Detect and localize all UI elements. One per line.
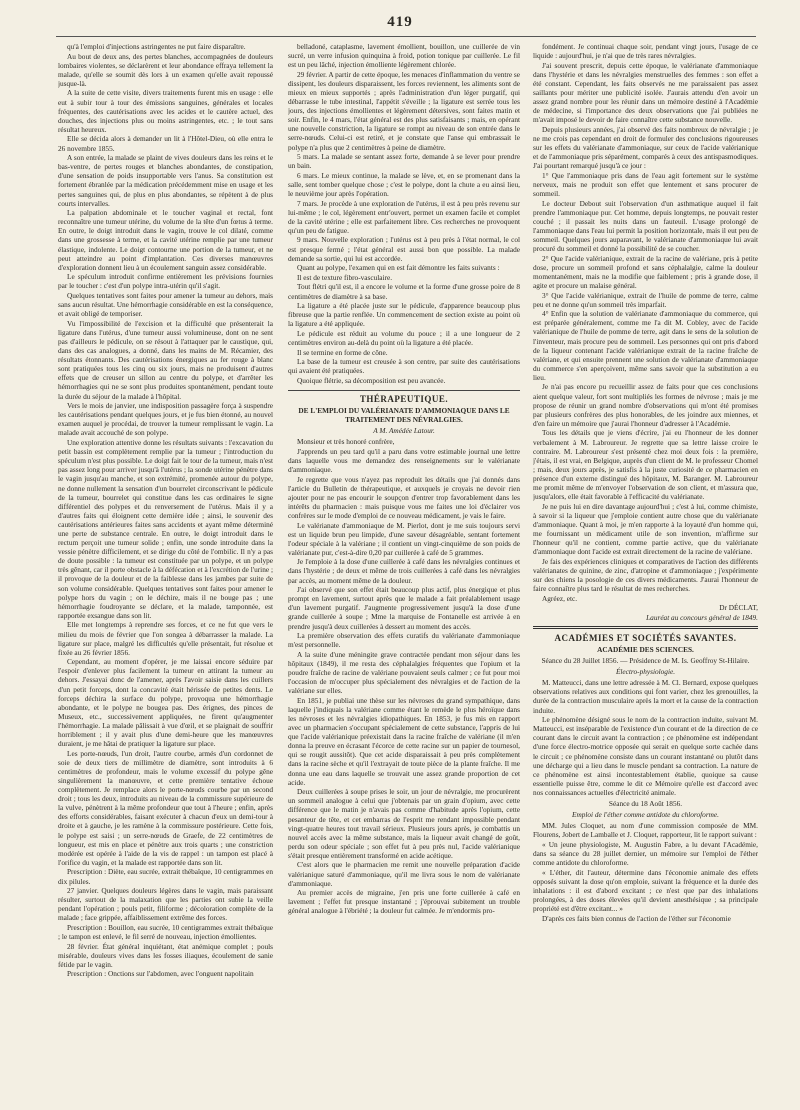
paragraph: Quoique flétrie, sa décomposition est peu avancée. — [297, 375, 446, 385]
paragraph: Agréez, etc. — [542, 593, 578, 603]
section-divider — [533, 626, 758, 629]
academies-title: ACADÉMIES ET SOCIÉTÉS SAVANTES. — [554, 632, 737, 643]
column-middle — [288, 42, 520, 1092]
paragraph: Il se termine en forme de cône. — [297, 347, 388, 357]
column-right — [533, 42, 758, 1092]
paragraph: 3° Que l'acide valérianique, extrait de l'huile de pomme de terre, calme peu et ne donne qu'un sommeil très imparfait. — [533, 290, 758, 309]
paragraph: Il est de texture fibro-vasculaire. — [297, 272, 393, 282]
paragraph: Prescription : Onctions sur l'abdomen, avec l'onguent napolitain — [67, 969, 254, 979]
paragraph: belladoné, cataplasme, lavement émollient, bouillon, une cuillerée de vin sucré, un verre infusion quinquina à froid, potion tonique par cuillerée. Le fil est un peu lâché, injection émolliente légèrement chlorée. — [288, 42, 520, 70]
article-author: A M. Amédée Latour. — [373, 426, 435, 436]
paragraph: Je n'ai pas encore pu recueillir assez de faits pour que ces conclusions aient quelque valeur, fort sont multipliés les formes de névrose ; mais je me propose de réunir un grand nombre d'observations qui m'ont été promises par plusieurs confrères des plus honorables, de les joindre aux miennes, et d'en faire un mémoire que j'aurai l'honneur d'adresser à l'Académie. — [533, 382, 758, 428]
academy-subtitle: ACADÉMIE DES SCIENCES. — [597, 645, 694, 654]
paragraph: Je ne puis lui en dire davantage aujourd'hui ; c'est à lui, comme chimiste, à savoir si la liqueur que j'emploie contient autre chose que du valérianate d'ammoniaque. Quant à moi, je m'en rapporte à la loyauté d'un homme qui, me fournissant un médicament utile de son invention, m'affirme sur l'honneur qu'il ne contient, comme partie active, que du valérianate d'ammoniaque dont l'acide est extrait directement de la racine de valériane. — [533, 501, 758, 557]
session-1-topic: Électro-physiologie. — [615, 667, 676, 677]
paragraph: Au premier accès de migraine, j'en pris une forte cuillerée à café en lavement ; l'effet fut presque instantané ; j'éprouvai subitement un trouble général analogue à l'ébriété ; la douleur fut calmée. Je m'endormis pro- — [288, 888, 520, 916]
session-1-heading: Séance du 28 Juillet 1856. — Présidence de M. Is. Geoffroy St-Hilaire. — [541, 656, 750, 666]
paragraph: Quelques tentatives sont faites pour amener la tumeur au dehors, mais sans aucun résultat. Une hémorrhagie considérable en est la conséquence, et avait obligé de temporiser. — [58, 291, 273, 319]
paragraph: 9 mars. Nouvelle exploration ; l'utérus est à peu près à l'état normal, le col est presque fermé ; l'état général est aussi bon que possible. La malade demande sa sortie, qui lui est accordée. — [288, 235, 520, 263]
paragraph: 4° Enfin que la solution de valérianate d'ammoniaque du commerce, qui est préparée généralement, comme me l'a dit M. Cobley, avec de l'acide valérianique de l'huile de pomme de terre, agit dans le sens de la solution de l'inventeur, mais procure peu de sommeil. Les personnes qui ont pris d'abord de la liqueur contenant l'acide valérianique extrait de la racine fraîche de valériane, et qui ensuite prennent une solution de valérianate d'ammoniaque du commerce s'en aperçoivent, même sans savoir que la substitution a eu lieu. — [533, 309, 758, 382]
paragraph: C'est alors que le pharmacien me remit une nouvelle préparation d'acide valérianique saturé d'ammoniaque, qu'il me livra sous le nom de valérianate d'ammoniaque. — [288, 860, 520, 888]
paragraph: 27 janvier. Quelques douleurs légères dans le vagin, mais paraissant résulter, surtout de la malaxation que les parties ont subie la veille pendant l'opération ; pouls petit, filiforme ; décoloration complète de la malade ; face grippée, affaiblissement extrême des forces. — [58, 886, 273, 923]
paragraph: J'apprends un peu tard qu'il a paru dans votre estimable journal une lettre dans laquelle vous me demandez des renseignements sur le valérianate d'ammoniaque. — [288, 446, 520, 474]
paragraph: Je l'emploie à la dose d'une cuillerée à café dans les névralgies continues et dans l'hystérie ; de deux et même de trois cuillerées à café dans les névralgies par accès, au moment même de la douleur. — [288, 557, 520, 585]
paragraph: 28 février. État général inquiétant, état anémique complet ; pouls misérable, douleurs vives dans les fosses iliaques, écoulement de sanie fétide par le vagin. — [58, 941, 273, 969]
paragraph: qu'à l'emploi d'injections astringentes ne put faire disparaître. — [67, 42, 246, 51]
paragraph: La palpation abdominale et le toucher vaginal et rectal, font reconnaître une tumeur utérine, du volume de la tête d'un fœtus à terme. En outre, le doigt introduit dans le vagin, trouve le col dilaté, comme dans une grossesse à terme, et la cavité utérine remplie par une tumeur élastique, indolente. Le doigt contourne une portion de la tumeur, et ne peut atteindre au point d'implantation. Ces diverses manœuvres d'exploration donnent lieu à un écoulement sanguin assez considérable. — [58, 208, 273, 272]
header-rule — [56, 36, 756, 37]
session-2-topic: Emploi de l'éther comme antidote du chloroforme. — [572, 810, 719, 820]
paragraph: Prescription : Diète, eau sucrée, extrait thébaïque, 10 centigrammes en dix pilules. — [58, 867, 273, 886]
letter-continuation — [533, 42, 758, 603]
paragraph: La première observation des effets curatifs du valérianate d'ammoniaque m'est personnelle. — [288, 631, 520, 650]
article-title: DE L'EMPLOI DU VALÉRIANATE D'AMMONIAQUE DANS LE TRAITEMENT DES NÉVRALGIES. — [298, 406, 510, 425]
session-1-body — [533, 678, 758, 797]
paragraph: Tout flétri qu'il est, il a encore le volume et la forme d'une grosse poire de 8 centimètres de diamètre à sa base. — [288, 282, 520, 301]
case-report-continuation — [288, 42, 520, 385]
paragraph: Les porte-nœuds, l'un droit, l'autre courbe, armés d'un cordonnet de soie de deux tiers de millimètre de diamètre, sont introduits à 6 centimètres de profondeur, mais le volume excessif du polype gêne singulièrement la manœuvre, et cette première tentative échoue complètement. Je remplace alors le porte-nœuds courbe par un second droit ; tous les deux, introduits au niveau de la commissure supérieure de la vulve, pénètrent à la même profondeur que tout à l'heure ; enfin, après des efforts considérables, faisant exécuter à chacun d'eux un demi-tour à droite et à gauche, je les ramène à la commissure postérieure. Cette fois, le polype est saisi ; un serre-nœuds de Graefe, de 22 centimètres de longueur, est mis en place et pénètre aux trois quarts ; une constriction modérée est opérée à l'aide de la vis de rappel : un tampon est placé à l'orifice du vagin, et la malade est rapportée dans son lit. — [58, 748, 273, 867]
paragraph: A la suite de cette visite, divers traitements furent mis en usage : elle eut à subir tour à tour des émissions sanguines, générales et locales fréquentes, des cautérisations avec les acides et le cautère actuel, des douches, des injections plus ou moins astringentes, etc. ; le tout sans résultat heureux. — [58, 88, 273, 134]
letter-body — [288, 437, 520, 915]
paragraph: « L'éther, dit l'auteur, détermine dans l'économie animale des effets opposés suivant la dose qu'on emploie, suivant la fréquence et la durée des inhalations : il est d'abord excitant ; ce n'est que par des inhalations prolongées, à des doses élevées qu'il devient anesthésique ; sa principale propriété est d'être excitant... » — [533, 867, 758, 914]
paragraph: MM. Jules Cloquet, au nom d'une commission composée de MM. Flourens, Jobert de Lamballe et J. Cloquet, rapporteur, lit le rapport suivant : — [533, 821, 758, 840]
paragraph: J'ai observé que son effet était beaucoup plus actif, plus énergique et plus prompt en lavement, surtout après que le malade a fait préalablement usage d'un lavement purgatif. J'augmente progressivement jusqu'à la dose d'une grande cuillerée à soupe ; Mme la marquise de Fontanelle est arrivée à en prendre jusqu'à deux cuillerées à dessert au moment des accès. — [288, 585, 520, 631]
paragraph: Cependant, au moment d'opérer, je me laissai encore séduire par l'espoir d'enlever plus facilement la tumeur en attirant la tumeur au dehors. J'essayai donc de l'amener, après l'avoir saisie dans les cuillers d'un petit forceps, dont la concavité était hérissée de petites dents. Le forceps déchira la surface du polype, provoqua une hémorrhagie abondante, et le polype ne bougea pas. Des érignes, des pinces de Museux, etc., successivement appliquées, ne firent qu'augmenter l'hémorrhagie. La malade pâlissait à vue d'œil, et se plaignait de souffrir horriblement ; il y avait plus d'une demi-heure que les manœuvres duraient, je me hâtai de pratiquer la ligature sur place. — [58, 657, 273, 749]
paragraph: D'après ces faits bien connus de l'action de l'éther sur l'économie — [542, 913, 731, 923]
paragraph: 5 mars. La malade se sentant assez forte, demande à se lever pour prendre un bain. — [288, 152, 520, 171]
signature-name: Dr DÉCLAT, — [719, 603, 758, 613]
paragraph: 1° Que l'ammoniaque pris dans de l'eau agit fortement sur le système nerveux, mais ne produit son effet que lentement et sans procurer de sommeil. — [533, 170, 758, 198]
paragraph: Monsieur et très honoré confrère, — [297, 437, 395, 447]
paragraph: Elle met longtemps à reprendre ses forces, et ce ne fut que vers le milieu du mois de février que l'on songea à débarrasser la malade. La ligature sur place, malgré les difficultés qu'elle présentait, fut résolue et fixée au 26 février 1856. — [58, 620, 273, 657]
paragraph: J'ai souvent prescrit, depuis cette époque, le valérianate d'ammoniaque dans l'hystérie et dans les névralgies menstruelles des femmes : son effet a été constant. Cependant, les faits observés ne me paraissaient pas assez saillants pour mériter une publicité isolée. J'aurais attendu d'en avoir un assez grand nombre pour les réunir dans un mémoire destiné à l'Académie de médecine, si l'importance des deux observations que j'ai publiées ne m'avait imposé le devoir de faire connaître cette substance nouvelle. — [533, 60, 758, 125]
paragraph: Je fais des expériences cliniques et comparatives de l'action des différents valérianates de quinine, de zinc, d'atropine et d'ammoniaque ; j'expérimente sur des chiens la posologie de ces divers médicaments. J'aurai l'honneur de faire connaître plus tard le résultat de mes recherches. — [533, 556, 758, 594]
paragraph: Depuis plusieurs années, j'ai observé des faits nombreux de névralgie ; je ne me crois pas cependant en droit de formuler des conclusions rigoureuses sur les effets du valérianate d'ammoniaque, sur ceux de l'acide valérianique et de l'ammoniaque pris séparément, comparés à ceux des antispasmodiques. J'ai pourtant remarqué jusqu'à ce jour : — [533, 124, 758, 171]
section-title-therapeutique: THÉRAPEUTIQUE. — [288, 390, 520, 404]
paragraph: Tous les détails que je viens d'écrire, j'ai eu l'honneur de les donner verbalement à M. Labroureur. Je regrette que sa lettre laisse croire le contraire. M. Labroureur s'est présenté chez moi deux fois : la première, j'étais, il est vrai, en Belgique, auprès d'un client de M. le professeur Chomel ; mais, deux jours après, je satisfis à la juste curiosité de ce pharmacien en présence d'un externe distingué des hôpitaux, M. Baranger. M. Labroureur me promit même de m'envoyer l'observation de son client, et m'assura que, jusqu'alors, elle était favorable à l'efficacité du valérianate. — [533, 428, 758, 502]
column-left — [58, 42, 273, 1092]
paragraph: Elle se décida alors à demander un lit à l'Hôtel-Dieu, où elle entra le 26 novembre 1855. — [58, 134, 273, 153]
session-2-heading: Séance du 18 Août 1856. — [608, 799, 683, 808]
paragraph: Vu l'impossibilité de l'excision et la difficulté que présenterait la ligature dans l'utérus, d'une tumeur aussi volumineuse, dont on ne sent pas d'ailleurs le pédicule, on se résout à l'attaquer par le caustique, qui, dans des cas analogues, a donné, dans les mains de M. Récamier, des résultats étonnants. Des cautérisations énergiques au fer rouge à blanc sont pratiquées tous les cinq ou six jours, mais ne produisent d'autres effets que de creuser un sillon au centre du polype, et d'arrêter les hémorrhagies qui ne se sont plus produites spontanément, pendant toute la durée du séjour de la malade à l'hôpital. — [58, 318, 273, 401]
paragraph: « Un jeune physiologiste, M. Augustin Fabre, a lu devant l'Académie, dans sa séance du 28 juillet dernier, un mémoire sur l'emploi de l'éther comme antidote du chloroforme. — [533, 839, 758, 868]
paragraph: Vers le mois de janvier, une indisposition passagère força à suspendre les cautérisations pendant quelques jours, et je fus bien étonné, au nouvel examen auquel je procédai, de trouver la tumeur remplissant le vagin. La malade avait accouché de son polype. — [58, 401, 273, 438]
paragraph: Une exploration attentive donne les résultats suivants : l'excavation du petit bassin est complètement remplie par la tumeur ; l'introduction du spéculum n'est plus possible. Le doigt fait le tour de la tumeur, mais n'est pas assez long pour arriver jusqu'à l'utérus ; la sonde utérine pénètre dans le vagin jusqu'au manche, et son extrémité, promenée autour du polype, ne donne nullement la sensation d'un bourrelet circonscrivant le pédicule de la tumeur, bourrelet qui constitue dans les cas ordinaires le signe différentiel des polypes et du renversement de l'utérus. Mais il y a d'autres faits qui éloignent cette dernière idée ; ainsi, le souvenir des cautérisations antérieures faites sans accidents et ayant même déterminé une perte de substance centrale. En outre, le doigt introduit dans le rectum perçoit une tumeur solide ; enfin, une sonde introduite dans la vessie pénètre difficilement, et se dirige du côté de l'ombilic. Il n'y a pas de doute possible : la tumeur est constituée par un polype, et un polype très gênant, car il porte obstacle à la défécation et à l'excrétion de l'urine ; il provoque de la douleur et de la faiblesse dans les jambes par suite de son volume considérable. Quelques tentatives sont faites pour amener le polype hors du vagin ; on le déchire, mais il ne bouge pas ; une hémorrhagie foudroyante se déclare, et la malade, tamponnée, est rapportée exsangue dans son lit. — [58, 438, 273, 620]
paragraph: M. Matteucci, dans une lettre adressée à M. Cl. Bernard, expose quelques observations relatives aux conditions qui font varier, chez les grenouilles, la durée de la contraction musculaire après la mort et la cause de la contraction induite. — [533, 678, 758, 715]
paragraph: Je regrette que vous n'ayez pas reproduit les détails que j'ai donnés dans l'article du Bulletin de thérapeutique, et auxquels je croyais ne devoir rien ajouter pour ne pas encourir le soupçon d'entrer trop favorablement dans les intérêts du pharmacien : mais puisque vous me faites une loi d'éclairer vos confrères sur le mode d'emploi de ce nouveau médicament, je vais le faire. — [288, 474, 520, 520]
paragraph: 6 mars. Le mieux continue, la malade se lève, et, en se promenant dans la salle, sent tomber quelque chose ; c'est le polype, dont la chute a eu ainsi lieu, le neuvième jour après l'opération. — [288, 170, 520, 198]
session-2-body — [533, 821, 758, 923]
paragraph: fondément. Je continuai chaque soir, pendant vingt jours, l'usage de ce liquide : aujourd'hui, je n'ai que de très rares névralgies. — [533, 42, 758, 61]
paragraph: Le valérianate d'ammoniaque de M. Pierlot, dont je me suis toujours servi est un liquide brun peu limpide, d'une saveur désagréable, sentant fortement l'odeur spéciale à la valériane ; il contient un vingt-cinquième de son poids de valérianate pur, c'est-à-dire 0,20 par cuillerée à café de 5 grammes. — [288, 520, 520, 557]
paragraph: Au bout de deux ans, des pertes blanches, accompagnées de douleurs lombaires violentes, se déclarèrent et leur abondance effraya tellement la malade, qu'elle se soumit dès lors à un examen qu'elle avait repoussé jusque-là. — [58, 51, 273, 88]
paragraph: Deux cuillerées à soupe prises le soir, un jour de névralgie, me procurèrent un sommeil analogue à celui que j'obtenais par un grain d'opium, avec cette différence que le matin je n'avais pas comme d'habitude après l'opium, cette pesanteur de tête, et cet embarras de l'esprit me rendant impossible pendant vingt-quatre heures tout travail sérieux. Plusieurs jours après, je combattis un nouvel accès avec la même substance, mais la liqueur avait changé de goût, perdu son odeur spéciale ; son effet fut à peu près nul, l'acide valérianique s'était presque entièrement transformé en acide acétique. — [288, 787, 520, 860]
page-number: 419 — [387, 14, 413, 30]
paragraph: 29 février. A partir de cette époque, les menaces d'inflammation du ventre se dissipent, les douleurs disparaissent, les forces reviennent, les aliments sont de mieux en mieux supportés ; après l'administration d'un léger purgatif, qui débarrasse le tube intestinal, l'appétit s'éveille ; la ligature est serrée tous les jours, des injections émollientes et légèrement détersives, sont faites matin et soir. Enfin, le 4 mars, l'état général est des plus satisfaisants ; mais, en opérant une nouvelle constriction, la ligature se rompt au niveau de son entrée dans le serre-nœuds. Celui-ci est retiré, et je constate que l'anse qui embrassait le polype n'a plus que 2 centimètres à peine de diamètre. — [288, 69, 520, 152]
paragraph: 2° Que l'acide valérianique, extrait de la racine de valériane, pris à petite dose, procure un sommeil profond et sans céphalalgie, calme la douleur momentanément, mais ne la modifie que faiblement ; pris à grande dose, il agite et procure un malaise général. — [533, 253, 758, 290]
paragraph: La ligature a été placée juste sur le pédicule, d'apparence beaucoup plus fibreuse que la partie renflée. Un commencement de section existe au point où la ligature a été appliquée. — [288, 301, 520, 329]
paragraph: Quant au polype, l'examen qui en est fait démontre les faits suivants : — [297, 263, 500, 273]
signature-line: Lauréat au concours général de 1849. — [646, 612, 758, 622]
paragraph: En 1851, je publiai une thèse sur les névroses du grand sympathique, dans laquelle j'indiquais la valériane comme étant le remède le plus héroïque dans les névroses et les névralgies idiopathiques. En 1853, je fus mis en rapport avec un pharmacien s'occupant spécialement de cette substance, l'appris de lui que l'acide valérianique préexistait dans la racine fraîche de valériane (il m'en donna la preuve en écrasant l'écorce de cette racine sur un papier de tournesol, qui se rougit aussitôt). Que cet acide disparaissait à peu près complètement dans la racine sèche et qu'il l'extrayait de toute pièce de la plante fraîche. Il me donna une eau dans laquelle se trouvait une assez grande proportion de cet acide. — [288, 695, 520, 787]
paragraph: Le docteur Debout suit l'observation d'un asthmatique auquel il fait prendre l'ammoniaque pur. Cet homme, depuis longtemps, ne pouvait rester couché ; il passait les nuits dans un fauteuil. L'usage prolongé de l'ammoniaque dans l'eau lui permit la position horizontale, mais il eut peu de sommeil. Quelques jours auparavant, le valérianate d'ammoniaque lui avait procuré du sommeil et donné la possibilité de se coucher. — [533, 198, 758, 254]
paragraph: Le phénomène désigné sous le nom de la contraction induite, suivant M. Matteucci, est inséparable de l'existence d'un courant et de la direction de ce courant dans le circuit avant la contraction ; ce phénomène est indépendant d'une force électro-motrice opposée qui serait en quelque sorte cachée dans le circuit ; ce phénomène consiste dans un courant instantané ou plutôt dans une décharge qui a lieu dans le muscle pendant sa contraction. La nature de ce phénomène est ainsi incontestablement établie, quoique sa cause essentielle puisse être, comme le dit ce Mémoire qu'elle est d'accord avec nos connaissances actuelles d'électricité animale. — [533, 715, 758, 797]
paragraph: Le spéculum introduit confirme entièrement les prévisions fournies par le toucher : c'est d'un polype intra-utérin qu'il s'agit. — [58, 272, 273, 291]
paragraph: La base de la tumeur est creusée à son centre, par suite des cautérisations qui avaient été pratiquées. — [288, 357, 520, 376]
paragraph: Le pédicule est réduit au volume du pouce ; il a une longueur de 2 centimètres environ au-delà du point où la ligature a été placée. — [288, 328, 520, 347]
paragraph: Prescription : Bouillon, eau sucrée, 10 centigrammes extrait thébaïque ; le tampon est enlevé, le fil serré de nouveau, injection émollientes. — [58, 923, 273, 942]
paragraph: A son entrée, la malade se plaint de vives douleurs dans les reins et le bas-ventre, de pertes rouges et blanches abondantes, de constipation, d'une sensation de poids insupportable vers l'anus. Sa constitution est fortement ébranlée par la médication précédemment mise en usage et les pertes sanguines qui, de plus en plus abondantes, se répètent à de plus courts intervalles. — [58, 153, 273, 208]
paragraph: A la suite d'une méningite grave contractée pendant mon séjour dans les hôpitaux (1849), il me resta des céphalalgies fréquentes que l'opium et la poudre fraîche de racine de valériane pouvaient seuls calmer ; ce fut pour moi l'occasion de m'occuper plus spécialement des névralgies et de l'action de la valériane sur elles. — [288, 649, 520, 696]
paragraph: 7 mars. Je procède à une exploration de l'utérus, il est à peu près revenu sur lui-même ; le col, légèrement entr'ouvert, permet un examen facile et complet de la cavité utérine ; elle est parfaitement libre. Ces recherches ne provoquent qu'un peu de fatigue. — [288, 198, 520, 235]
